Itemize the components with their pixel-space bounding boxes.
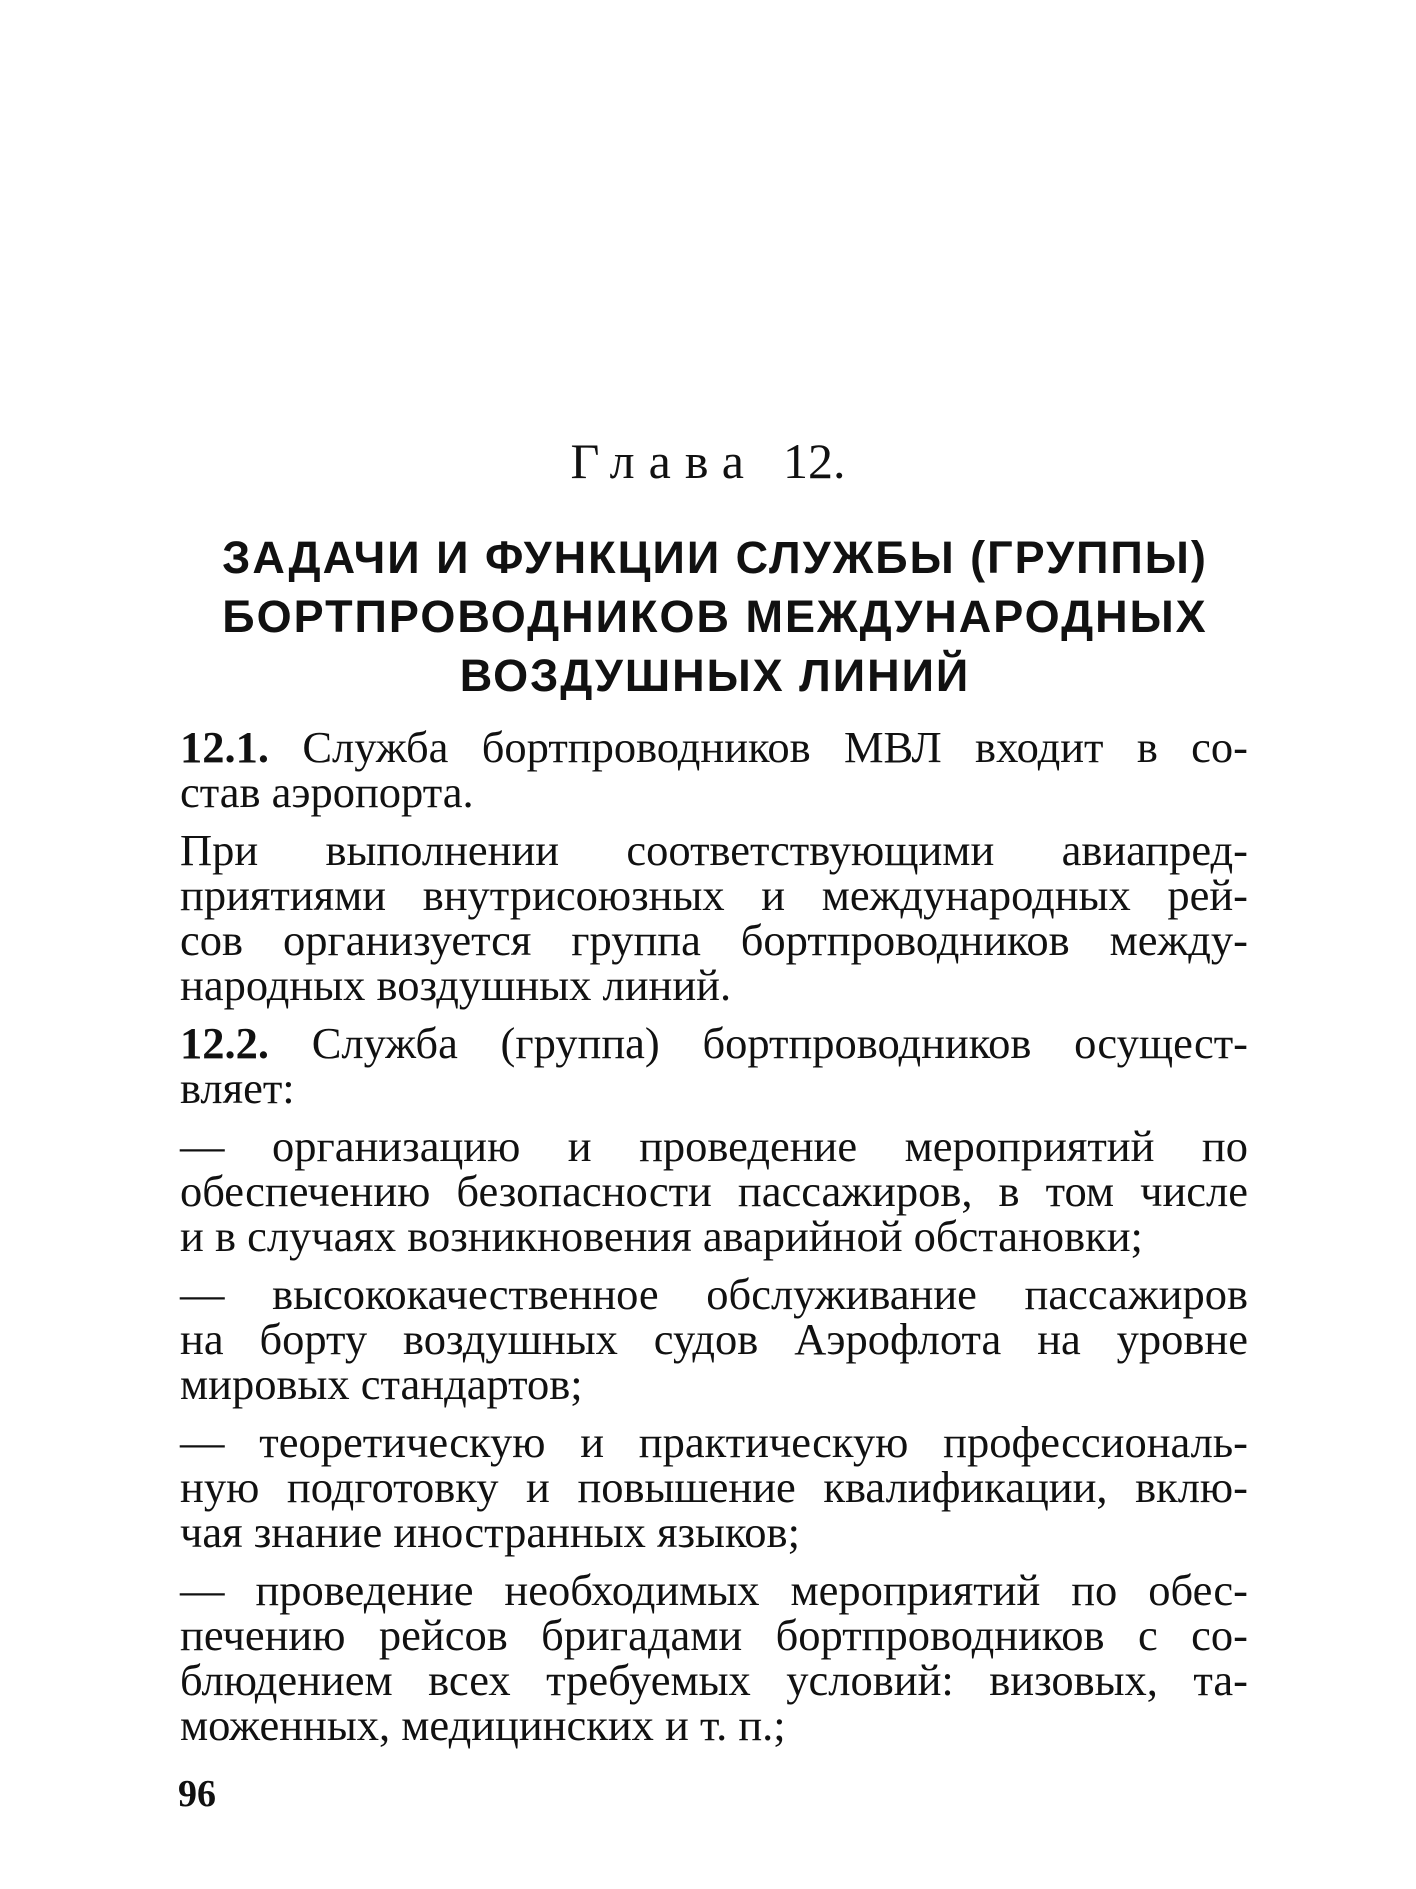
text-line: — теоретическую и практическую профессиональ- bbox=[180, 1417, 1248, 1467]
text-line: печению рейсов бригадами бортпроводников с со- bbox=[180, 1610, 1248, 1660]
chapter-title bbox=[180, 528, 1250, 705]
text-line: ную подготовку и повышение квалификации, вклю- bbox=[180, 1462, 1248, 1512]
text-line: чая знание иностранных языков; bbox=[180, 1507, 800, 1557]
text-line: на борту воздушных судов Аэрофлота на уровне bbox=[180, 1314, 1248, 1364]
chapter-title-line: БОРТПРОВОДНИКОВ МЕЖДУНАРОДНЫХ bbox=[222, 591, 1208, 642]
chapter-number: 12. bbox=[782, 433, 846, 489]
paragraph-12-2 bbox=[180, 1018, 1248, 1113]
text-line: моженных, медицинских и т. п.; bbox=[180, 1700, 786, 1750]
text-line: став аэропорта. bbox=[180, 767, 474, 817]
text-line: блюдением всех требуемых условий: визовых, та- bbox=[180, 1655, 1248, 1705]
page-number: 96 bbox=[178, 1773, 216, 1815]
body-text bbox=[180, 722, 1248, 1761]
text-line: — проведение необходимых мероприятий по обес- bbox=[180, 1565, 1248, 1615]
chapter-title-line: ЗАДАЧИ И ФУНКЦИИ СЛУЖБЫ (ГРУППЫ) bbox=[222, 532, 1208, 583]
text-line: обеспечению безопасности пассажиров, в том числе bbox=[180, 1166, 1248, 1216]
paragraph-group-formation bbox=[180, 825, 1248, 1010]
paragraph-12-1 bbox=[180, 722, 1248, 817]
text-line: При выполнении соответствующими авиапред- bbox=[180, 825, 1248, 875]
text-line: сов организуется группа бортпроводников между- bbox=[180, 915, 1248, 965]
text-line: мировых стандартов; bbox=[180, 1359, 583, 1409]
text-line: — организацию и проведение мероприятий по bbox=[180, 1121, 1248, 1171]
chapter-word: Глава bbox=[570, 433, 758, 489]
text-line: народных воздушных линий. bbox=[180, 960, 732, 1010]
text-line: вляет: bbox=[180, 1063, 295, 1113]
list-item-safety bbox=[180, 1121, 1248, 1261]
chapter-title-line: ВОЗДУШНЫХ ЛИНИЙ bbox=[459, 650, 971, 701]
list-item-training bbox=[180, 1417, 1248, 1557]
list-item-service bbox=[180, 1269, 1248, 1409]
text-line: — высококачественное обслуживание пассажиров bbox=[180, 1269, 1248, 1319]
text-line: 12.1. Служба бортпроводников МВЛ входит в со- bbox=[180, 722, 1248, 772]
list-item-flight-support bbox=[180, 1565, 1248, 1750]
chapter-heading bbox=[0, 432, 1416, 490]
section-number: 12.2. bbox=[180, 1018, 269, 1068]
text-line: приятиями внутрисоюзных и международных рей- bbox=[180, 870, 1248, 920]
text-line: и в случаях возникновения аварийной обстановки; bbox=[180, 1211, 1143, 1261]
text-line: 12.2. Служба (группа) бортпроводников осущест- bbox=[180, 1018, 1248, 1068]
section-number: 12.1. bbox=[180, 722, 269, 772]
